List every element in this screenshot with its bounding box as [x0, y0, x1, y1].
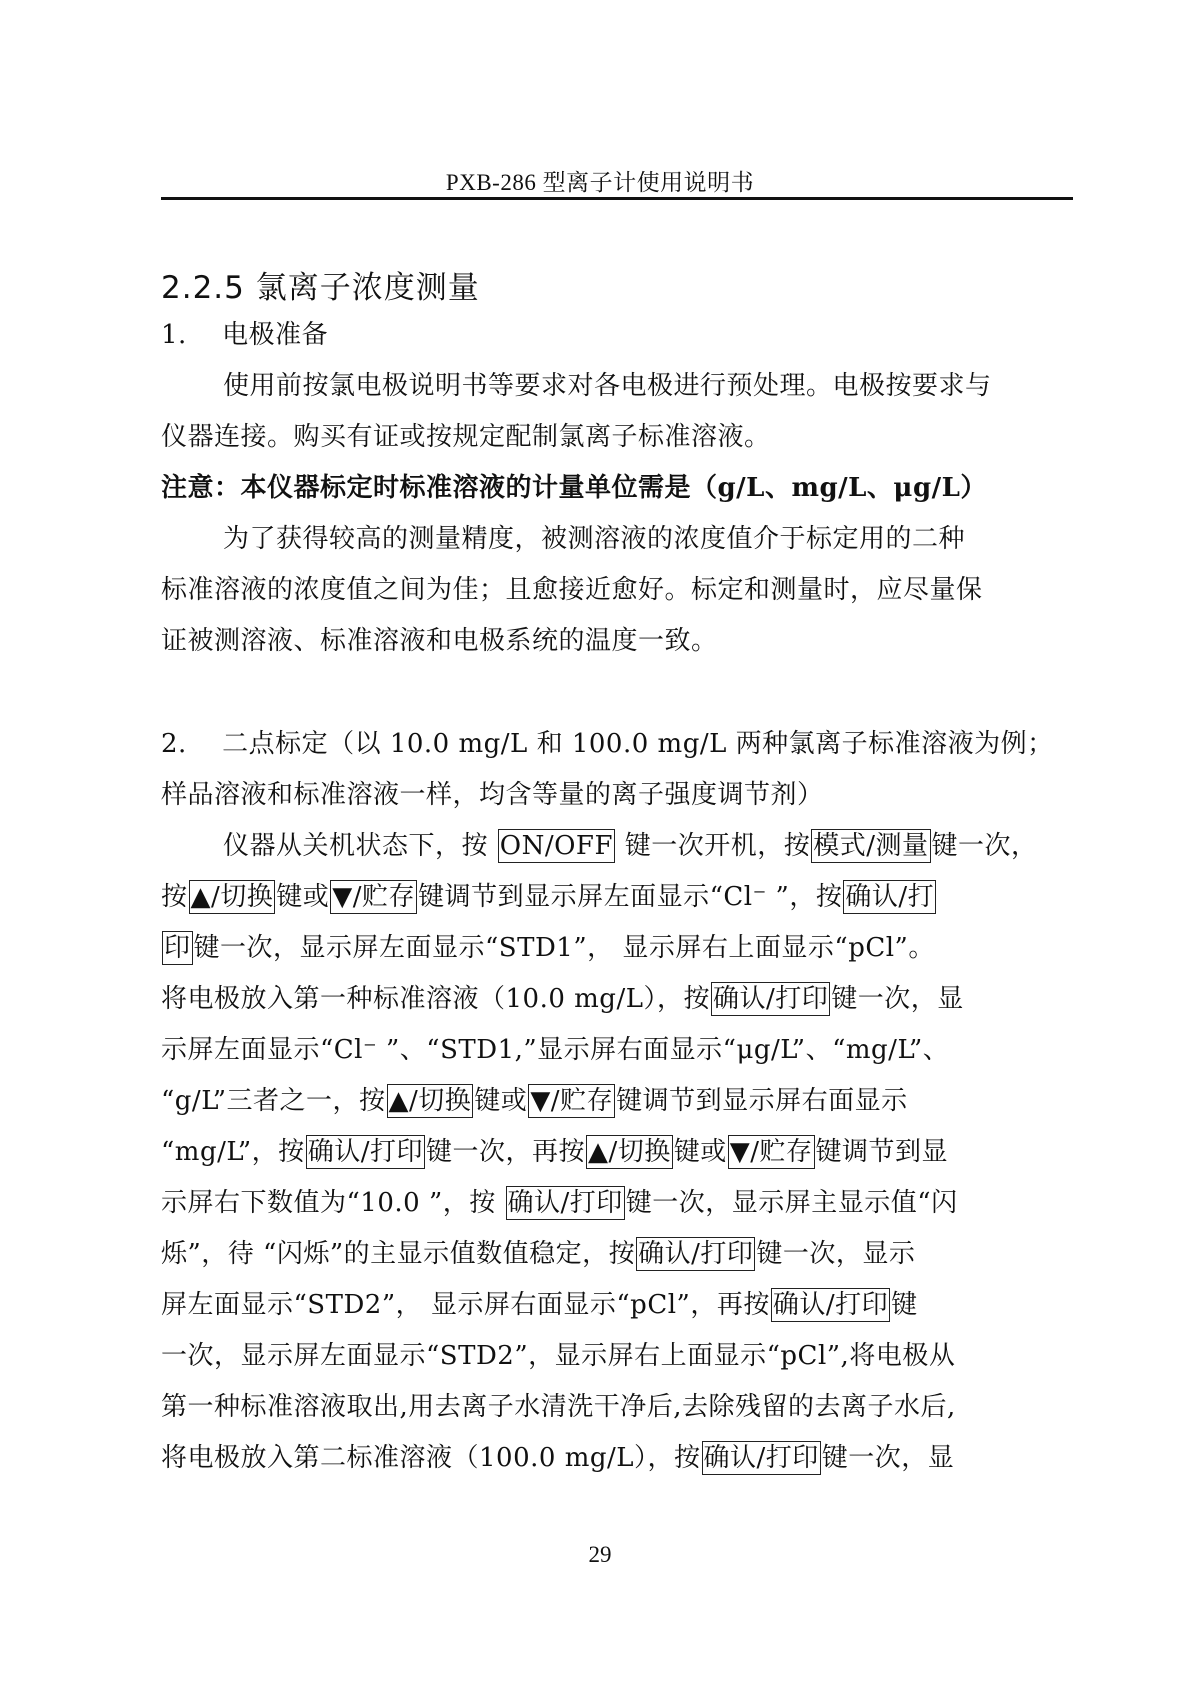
text-segment: 将电极放入第二标准溶液（100.0 mg/L），按: [161, 1443, 701, 1473]
text-segment: 键或: [474, 1086, 528, 1116]
section-title: 2.2.5 氯离子浓度测量: [161, 270, 480, 306]
text-segment: 为了获得较高的测量精度，被测溶液的浓度值介于标定用的二种: [223, 524, 966, 554]
text-line: [161, 1339, 1081, 1373]
text-line: [161, 931, 1081, 965]
text-segment: 证被测溶液、标准溶液和电极系统的温度一致。: [161, 626, 718, 656]
text-segment: 示屏左面显示“Cl⁻ ”、“STD1,”显示屏右面显示“μg/L”、“mg/L”、: [161, 1035, 950, 1065]
text-segment: 键一次，显示屏左面显示“STD1”， 显示屏右上面显示“pCl”。: [193, 933, 935, 963]
text-line: [161, 982, 1081, 1016]
header-rule: [161, 197, 1073, 200]
text-line: [161, 829, 1143, 863]
text-line: [161, 1033, 1081, 1067]
text-segment: 键一次，显示屏主显示值“闪: [625, 1188, 958, 1218]
key-label-box: ▼/贮存: [332, 882, 416, 912]
key-label-box: ▼/贮存: [530, 1086, 614, 1116]
key-label-box: ▲/切换: [587, 1137, 671, 1167]
key-label-box: ▲/切换: [190, 882, 274, 912]
text-segment: 仪器连接。购买有证或按规定配制氯离子标准溶液。: [161, 422, 771, 452]
text-segment: 键调节到显: [815, 1137, 949, 1167]
text-segment: 使用前按氯电极说明书等要求对各电极进行预处理。电极按要求与: [223, 371, 992, 401]
key-label-box: ON/OFF: [499, 831, 613, 861]
text-segment: 键调节到显示屏右面显示: [616, 1086, 908, 1116]
text-line: [161, 1135, 1081, 1169]
key-label-box: 确认/打印: [703, 1443, 819, 1473]
text-line: [161, 1084, 1081, 1118]
key-label-box: 确认/打印: [638, 1239, 754, 1269]
text-segment: 第一种标准溶液取出,用去离子水清洗干净后,去除残留的去离子水后,: [161, 1392, 956, 1422]
text-line: [161, 778, 1081, 812]
text-segment: 注意：本仪器标定时标准溶液的计量单位需是（g/L、mg/L、μg/L）: [161, 473, 987, 503]
text-segment: 2. 二点标定（以 10.0 mg/L 和 100.0 mg/L 两种氯离子标准溶液为例；: [161, 729, 1054, 759]
text-segment: 按: [161, 882, 188, 912]
text-line: [161, 318, 1081, 352]
text-segment: 键: [891, 1290, 918, 1320]
key-label-box: 确认/打印: [712, 984, 829, 1014]
text-segment: 键一次，: [931, 831, 1038, 861]
text-line: [161, 1390, 1081, 1424]
text-line: [161, 1186, 1081, 1220]
running-header: PXB-286 型离子计使用说明书: [445, 170, 755, 195]
text-segment: 键一次，显: [831, 984, 964, 1014]
key-label-box: 模式/测量: [813, 831, 929, 861]
key-label-box: 确认/打印: [772, 1290, 889, 1320]
text-segment: 仪器从关机状态下，按: [223, 831, 497, 861]
text-segment: 键一次，显示: [756, 1239, 916, 1269]
note-line: [161, 471, 1081, 505]
key-label-box: ▲/切换: [388, 1086, 472, 1116]
text-line: [161, 1441, 1081, 1475]
text-segment: “g/L”三者之一，按: [161, 1086, 386, 1116]
text-segment: 示屏右下数值为“10.0 ”，按: [161, 1188, 505, 1218]
text-segment: 键一次开机，按: [616, 831, 811, 861]
text-line: [161, 420, 1081, 454]
text-line: [161, 1288, 1081, 1322]
text-line: [161, 369, 1143, 403]
key-label-box: 确认/打印: [307, 1137, 423, 1167]
text-line: [161, 624, 1081, 658]
text-line: [161, 573, 1081, 607]
text-line: [161, 880, 1081, 914]
text-segment: 1. 电极准备: [161, 320, 329, 350]
key-label-box: 确认/打: [845, 882, 935, 912]
key-label-box: ▼/贮存: [729, 1137, 813, 1167]
key-label-box: 印: [164, 933, 191, 963]
text-segment: 烁”，待 “闪烁”的主显示值数值稳定，按: [161, 1239, 636, 1269]
text-segment: 键或: [276, 882, 330, 912]
text-segment: 键调节到显示屏左面显示“Cl⁻ ”，按: [418, 882, 843, 912]
key-label-box: 确认/打印: [507, 1188, 623, 1218]
text-segment: 标准溶液的浓度值之间为佳；且愈接近愈好。标定和测量时，应尽量保: [161, 575, 983, 605]
text-segment: 一次，显示屏左面显示“STD2”，显示屏右上面显示“pCl”,将电极从: [161, 1341, 956, 1371]
text-segment: 将电极放入第一种标准溶液（10.0 mg/L），按: [161, 984, 710, 1014]
text-line: [161, 727, 1081, 761]
text-line: [161, 522, 1143, 556]
text-line: [161, 1237, 1081, 1271]
text-segment: 键一次，再按: [425, 1137, 585, 1167]
text-segment: 屏左面显示“STD2”， 显示屏右面显示“pCl”，再按: [161, 1290, 770, 1320]
page-number: 29: [588, 1542, 612, 1567]
text-segment: 样品溶液和标准溶液一样，均含等量的离子强度调节剂）: [161, 780, 824, 810]
text-segment: 键一次，显: [821, 1443, 955, 1473]
text-segment: “mg/L”，按: [161, 1137, 305, 1167]
text-segment: 键或: [673, 1137, 727, 1167]
